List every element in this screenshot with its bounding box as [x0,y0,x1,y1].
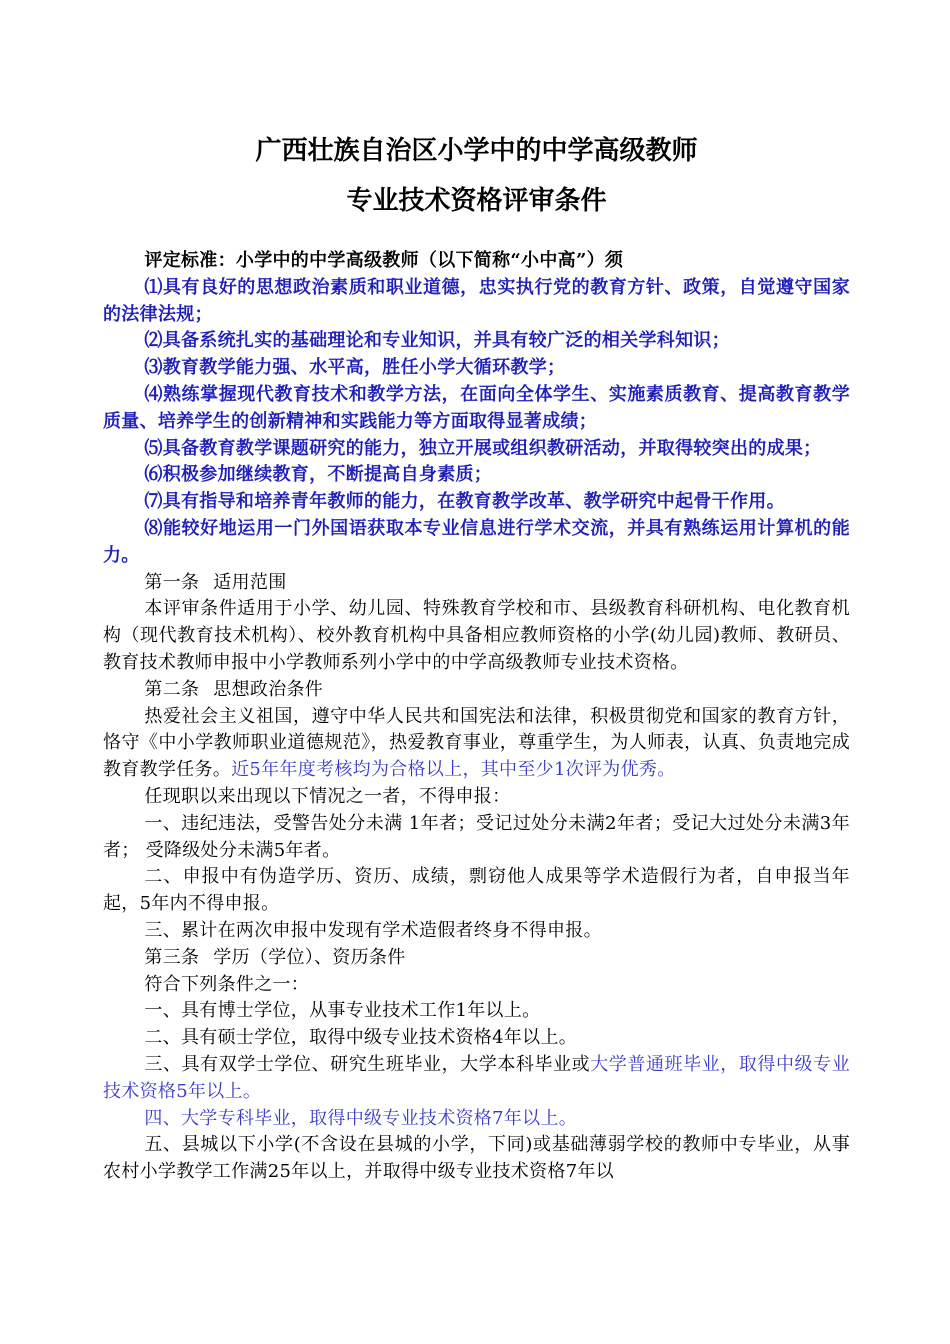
article-2-restriction-3: 三、累计在两次申报中发现有学术造假者终身不得申报。 [144,919,602,941]
article-3-condition-3-highlight: 大学普通班毕业，取得中级专业技术资格5年以上。 [103,1053,851,1102]
document-title-line2: 专业技术资格评审条件 [346,186,607,216]
article-2-restriction-intro: 任现职以来出现以下情况之一者，不得申报： [144,785,511,807]
standard-item-3: ⑶教育教学能力强、水平高，胜任小学大循环教学； [144,357,566,379]
article-2-restriction-2: 二、申报中有伪造学历、资历、成绩，剽窃他人成果等学术造假行为者，自申报当年起，5年内不得申报。 [103,866,850,915]
document-page [103,126,850,1186]
article-2-body-main: 热爱社会主义祖国，遵守中华人民共和国宪法和法律，积极贯彻党和国家的教育方针，恪守《中小学教师职业道德规范》，热爱教育事业，尊重学生，为人师表，认真、负责地完成教育教学任务。 [103,705,850,781]
article-3-condition-4: 四、大学专科毕业，取得中级专业技术资格7年以上。 [144,1107,578,1129]
article-3-number: 第三条 [144,946,200,968]
article-3-heading [103,945,850,972]
article-2-name: 思想政治条件 [213,678,324,700]
standard-intro: 评定标准：小学中的中学高级教师（以下简称“小中高”）须 [144,250,624,271]
standard-item-8: ⑻能较好地运用一门外国语获取本专业信息进行学术交流，并具有熟练运用计算机的能力。 [103,517,850,566]
article-3-condition-1: 一、具有博士学位，从事专业技术工作1年以上。 [144,1000,541,1022]
document-title-line1: 广西壮族自治区小学中的中学高级教师 [255,136,698,166]
article-1-name: 适用范围 [213,571,287,593]
standard-item-5: ⑸具备教育教学课题研究的能力，独立开展或组织教研活动，并取得较突出的成果； [144,437,822,459]
article-1-number: 第一条 [144,571,200,593]
article-1-heading [103,570,850,597]
article-2-number: 第二条 [144,678,200,700]
article-1-body: 本评审条件适用于小学、幼儿园、特殊教育学校和市、县级教育科研机构、电化教育机构（现代教育技术机构）、校外教育机构中具备相应教师资格的小学(幼儿园)教师、教研员、教育技术教师申报中小学教师系列小学中的中学高级教师专业技术资格。 [103,598,850,673]
standard-item-6: ⑹积极参加继续教育，不断提高自身素质； [144,464,493,486]
article-2-body [103,704,850,784]
article-3-condition-5: 五、县城以下小学(不含设在县城的小学，下同)或基础薄弱学校的教师中专毕业，从事农村小学教学工作满25年以上，并取得中级专业技术资格7年以 [103,1134,850,1183]
standard-item-1: ⑴具有良好的思想政治素质和职业道德，忠实执行党的教育方针、政策，自觉遵守国家的法律法规； [103,276,850,325]
standard-item-7: ⑺具有指导和培养青年教师的能力，在教育教学改革、教学研究中起骨干作用。 [144,491,785,513]
article-2-heading [103,677,850,704]
article-3-condition-3-main: 三、具有双学士学位、研究生班毕业，大学本科毕业或 [144,1053,591,1075]
article-3-condition-3 [103,1052,850,1106]
standard-item-2: ⑵具备系统扎实的基础理论和专业知识，并具有较广泛的相关学科知识； [144,330,730,352]
article-2-body-highlight: 近5年年度考核均为合格以上，其中至少1次评为优秀。 [231,759,676,781]
article-2-restriction-1: 一、违纪违法，受警告处分未满 1年者；受记过处分未满2年者；受记大过处分未满3年者； 受降级处分未满5年者。 [103,812,850,861]
article-3-name: 学历（学位）、资历条件 [213,946,406,968]
standard-item-4: ⑷熟练掌握现代教育技术和教学方法，在面向全体学生、实施素质教育、提高教育教学质量、培养学生的创新精神和实践能力等方面取得显著成绩； [103,383,850,432]
article-3-condition-2: 二、具有硕士学位，取得中级专业技术资格4年以上。 [144,1027,578,1049]
article-3-intro: 符合下列条件之一： [144,973,310,995]
